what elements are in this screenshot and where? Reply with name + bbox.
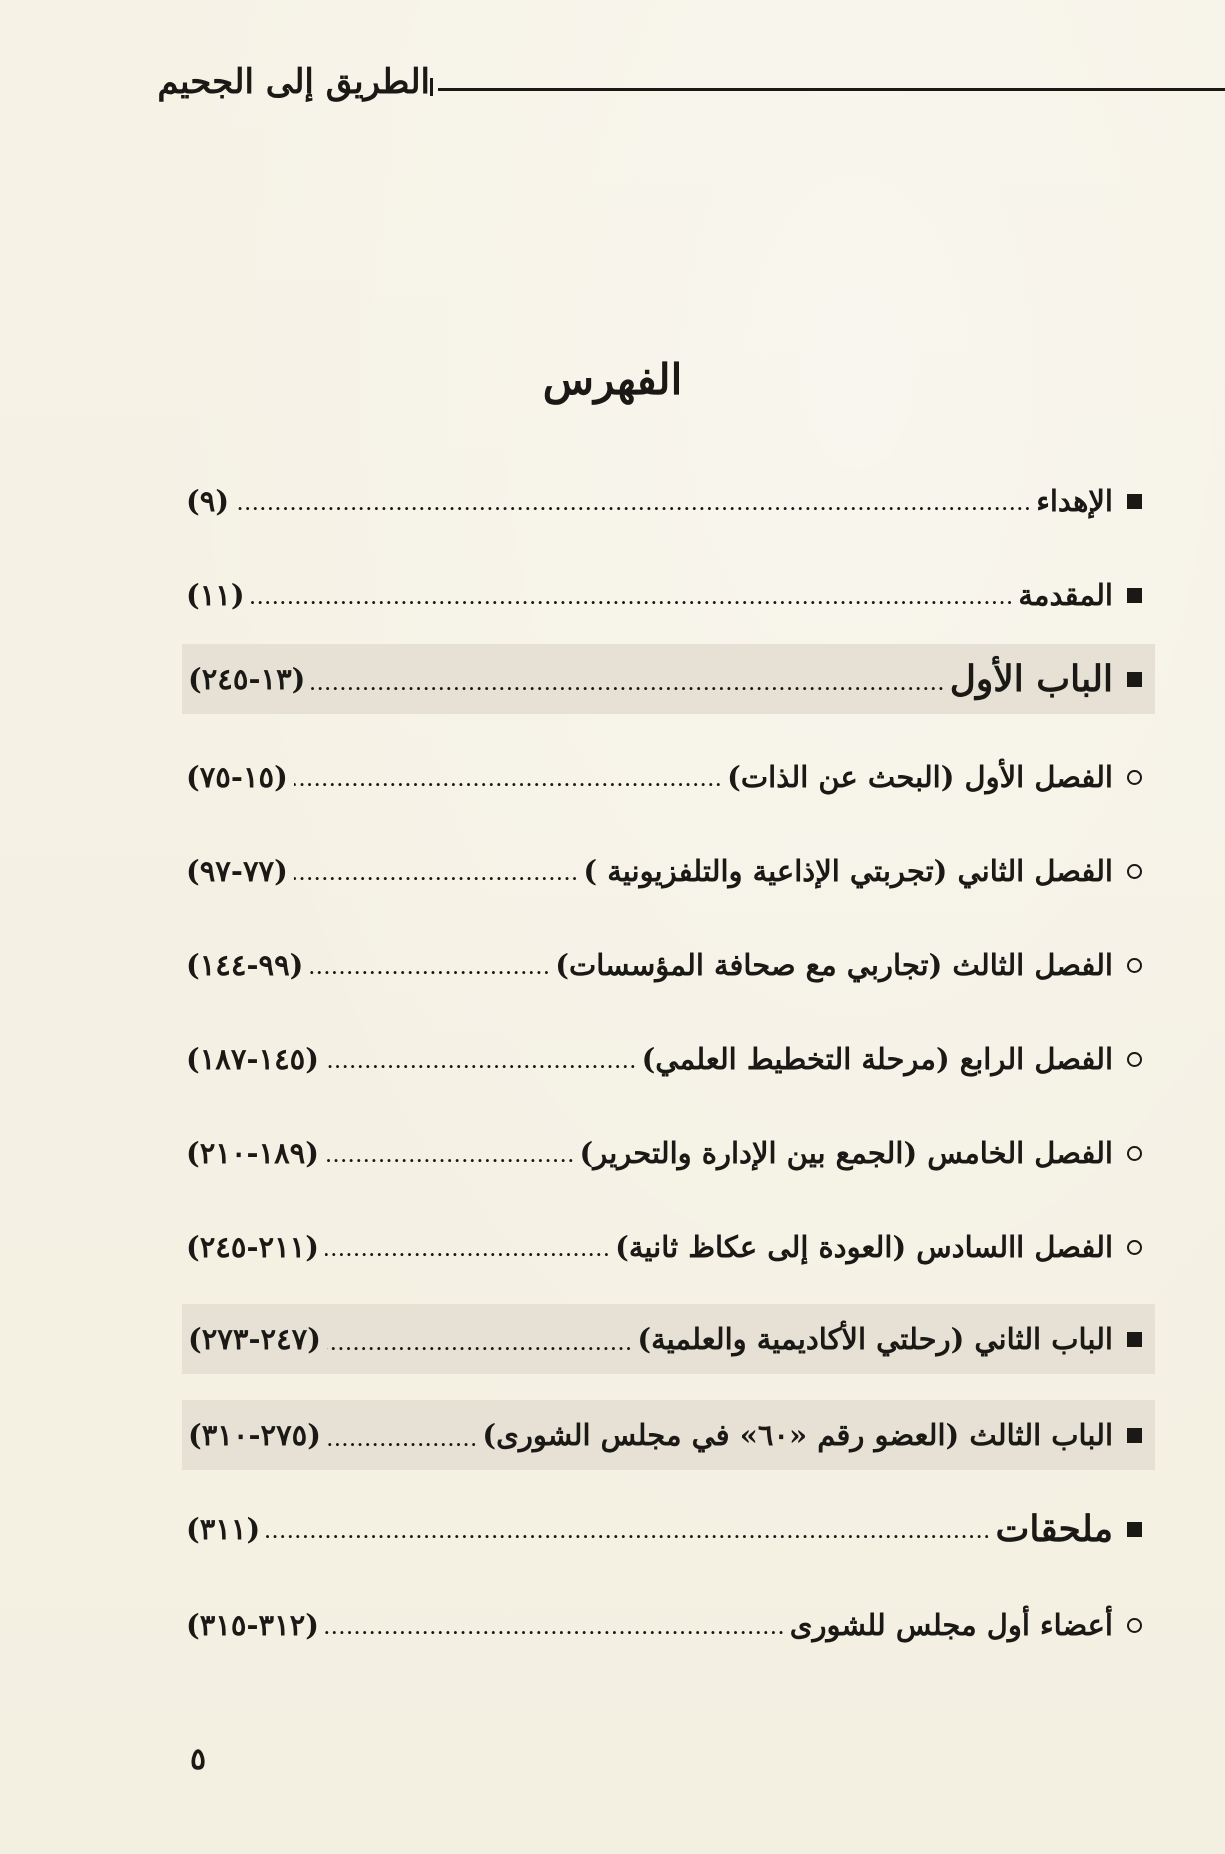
leader-dots xyxy=(325,1053,638,1092)
square-bullet-icon xyxy=(1113,588,1155,603)
toc-entry-pages: (٣١٢-٣١٥) xyxy=(186,1608,319,1642)
toc-entry-pages: (١٤٥-١٨٧) xyxy=(186,1042,319,1076)
circle-bullet-icon xyxy=(1113,958,1155,973)
toc-entry-pages: (١٣-٢٤٥) xyxy=(188,662,306,696)
toc-entry-pages: (٧٧-٩٧) xyxy=(186,854,288,888)
running-title: الطريق إلى الجحيم xyxy=(157,62,430,102)
toc-entry-pages: (٢١١-٢٤٥) xyxy=(186,1230,319,1264)
toc-entry-label: الفصل الخامس (الجمع بين الإدارة والتحرير) xyxy=(579,1136,1113,1170)
toc-entry-label: المقدمة xyxy=(1018,578,1113,612)
leader-dots xyxy=(327,1431,478,1470)
toc-entry-label: الباب الأول xyxy=(949,658,1113,700)
toc-entry-label: الفصل الرابع (مرحلة التخطيط العلمي) xyxy=(641,1042,1113,1076)
toc-entry-pages: (٩٩-١٤٤) xyxy=(186,948,304,982)
toc-entry-chapter-1[interactable] xyxy=(180,744,1155,810)
toc-entry-label: الفصل الثاني (تجربتي الإذاعية والتلفزيونية ) xyxy=(583,854,1113,888)
circle-bullet-icon xyxy=(1113,770,1155,785)
leader-dots xyxy=(235,495,1032,534)
toc-entry-pages: (١١) xyxy=(186,578,245,612)
square-bullet-icon xyxy=(1113,1522,1155,1537)
toc-entry-chapter-6[interactable] xyxy=(180,1214,1155,1280)
header-rule-end xyxy=(430,78,433,96)
leader-dots xyxy=(325,1619,786,1658)
leader-dots xyxy=(325,1241,611,1280)
toc-entry-part-three[interactable] xyxy=(182,1400,1155,1470)
toc-entry-appendix-1[interactable] xyxy=(180,1592,1155,1658)
leader-dots xyxy=(251,589,1015,628)
toc-entry-label: أعضاء أول مجلس للشورى xyxy=(789,1608,1113,1642)
leader-dots xyxy=(294,865,580,904)
toc-entry-dedication[interactable] xyxy=(180,468,1155,534)
circle-bullet-icon xyxy=(1113,1618,1155,1633)
header-rule xyxy=(438,88,1225,91)
toc-entry-label: الإهداء xyxy=(1036,484,1113,518)
toc-entry-chapter-5[interactable] xyxy=(180,1120,1155,1186)
circle-bullet-icon xyxy=(1113,1146,1155,1161)
square-bullet-icon xyxy=(1113,1332,1155,1347)
leader-dots xyxy=(266,1523,991,1562)
toc-entry-introduction[interactable] xyxy=(180,562,1155,628)
toc-entry-pages: (٩) xyxy=(186,484,230,518)
page-number: ٥ xyxy=(190,1742,207,1777)
toc-entry-part-two[interactable] xyxy=(182,1304,1155,1374)
square-bullet-icon xyxy=(1113,1428,1155,1443)
toc-entry-label: ملحقات xyxy=(995,1508,1113,1550)
toc-entry-label: الفصل الثالث (تجاربي مع صحافة المؤسسات) xyxy=(555,948,1113,982)
leader-dots xyxy=(327,1335,633,1374)
toc-entry-label: الباب الثاني (رحلتي الأكاديمية والعلمية) xyxy=(637,1322,1113,1356)
toc-entry-pages: (٢٧٥-٣١٠) xyxy=(188,1418,321,1452)
toc-entry-pages: (١٨٩-٢١٠) xyxy=(186,1136,319,1170)
toc-entry-pages: (١٥-٧٥) xyxy=(186,760,288,794)
running-header xyxy=(157,62,1225,122)
toc-entry-chapter-3[interactable] xyxy=(180,932,1155,998)
toc-entry-label: الفصل االسادس (العودة إلى عكاظ ثانية) xyxy=(615,1230,1113,1264)
circle-bullet-icon xyxy=(1113,864,1155,879)
leader-dots xyxy=(311,675,945,714)
toc-entry-chapter-4[interactable] xyxy=(180,1026,1155,1092)
leader-dots xyxy=(294,771,723,810)
toc-entry-pages: (٢٤٧-٢٧٣) xyxy=(188,1322,321,1356)
circle-bullet-icon xyxy=(1113,1052,1155,1067)
toc-entry-chapter-2[interactable] xyxy=(180,838,1155,904)
toc-entry-appendices[interactable] xyxy=(180,1496,1155,1562)
toc-entry-part-one[interactable] xyxy=(182,644,1155,714)
square-bullet-icon xyxy=(1113,672,1155,687)
leader-dots xyxy=(309,959,551,998)
toc-entry-pages: (٣١١) xyxy=(186,1512,261,1546)
page-title: الفهرس xyxy=(542,355,683,404)
leader-dots xyxy=(325,1147,576,1186)
square-bullet-icon xyxy=(1113,494,1155,509)
toc-entry-label: الفصل الأول (البحث عن الذات) xyxy=(727,760,1113,794)
circle-bullet-icon xyxy=(1113,1240,1155,1255)
toc-entry-label: الباب الثالث (العضو رقم «٦٠» في مجلس الشورى) xyxy=(482,1418,1113,1452)
